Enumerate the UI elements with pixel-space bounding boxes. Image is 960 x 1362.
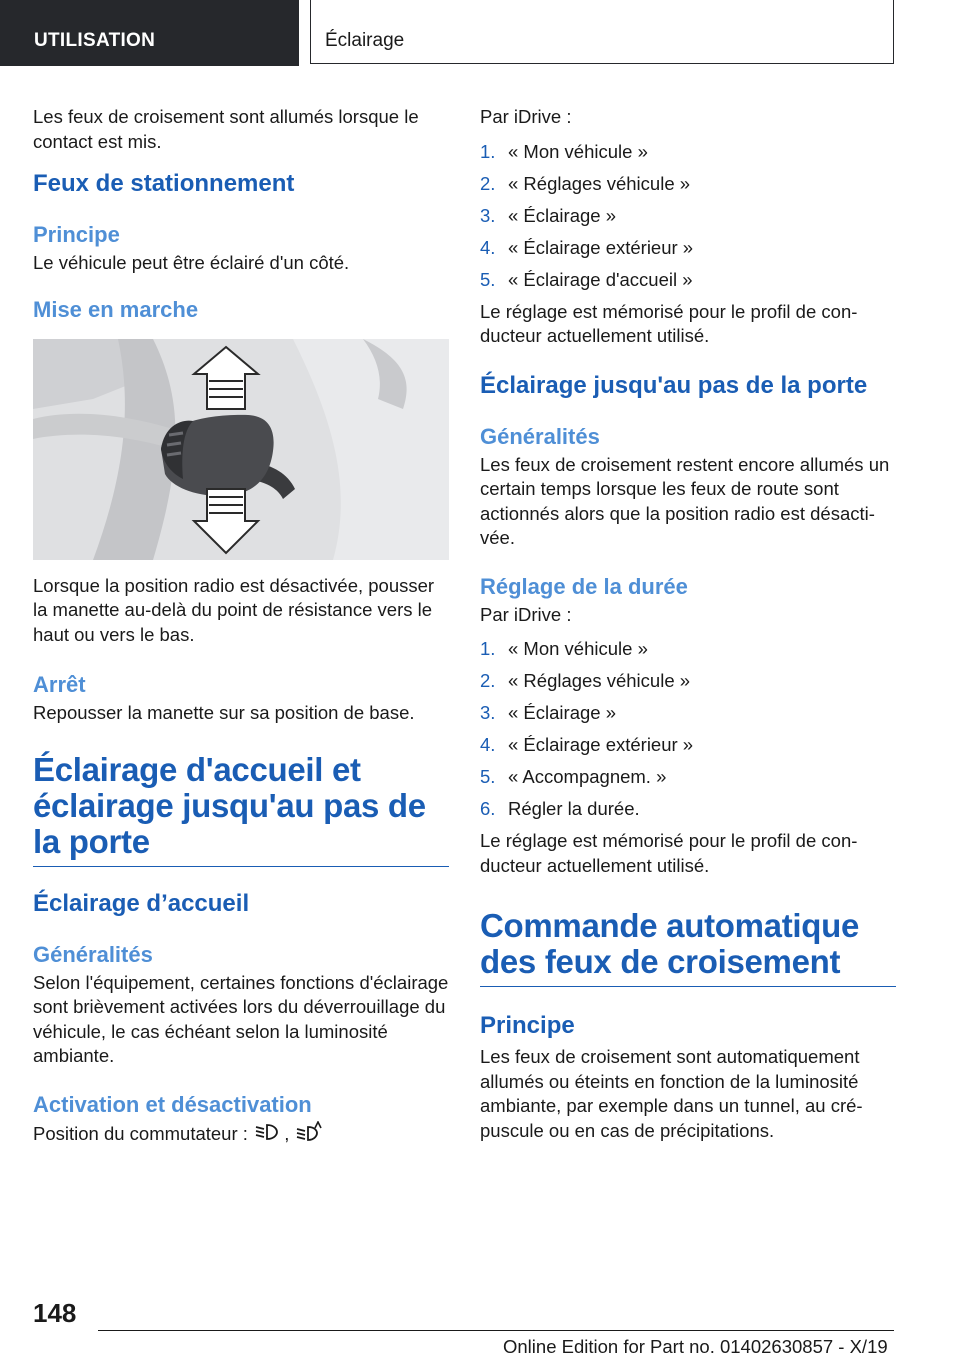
- heading-activation: Activation et désactivation: [33, 1091, 312, 1117]
- header-chapter-label: Éclairage: [325, 30, 405, 51]
- low-beam-icon: [253, 1122, 279, 1149]
- heading-generalites: Généralités: [33, 941, 153, 967]
- footer-edition: Online Edition for Part no. 01402630857 - X/19: [503, 1336, 888, 1357]
- list-item: 3. « Éclairage »: [480, 204, 616, 226]
- paragraph-intro: Les feux de croisement sont allumés lorsque le contact est mis.: [33, 106, 419, 152]
- heading-mise-en-marche: Mise en marche: [33, 296, 199, 322]
- paragraph-idrive-1: Par iDrive :: [480, 106, 572, 127]
- heading-eclairage-accueil: Éclairage d’accueil: [33, 889, 250, 917]
- stalk-illustration: [33, 339, 449, 560]
- steps-list-accueil: [480, 136, 896, 296]
- header-chapter-box: [310, 0, 894, 64]
- paragraph-memo-2: Le réglage est mémorisé pour le profil de conducteur actuellement utilisé.: [480, 830, 858, 876]
- steps-list-duree: [480, 633, 896, 825]
- list-item: 2. « Réglages véhicule »: [480, 670, 691, 691]
- heading-commande-automatique: Commande automatique des feux de croisement: [480, 908, 896, 987]
- heading-principe-2: Principe: [480, 1012, 575, 1039]
- heading-reglage-duree: Réglage de la durée: [480, 573, 688, 599]
- paragraph-mise-en-marche: Lorsque la position radio est désactivée, pousser la manette au-delà du point de résistance vers le haut ou vers le bas.: [33, 574, 435, 645]
- paragraph-activation: [33, 1121, 449, 1150]
- list-item: 5. « Éclairage d'accueil »: [480, 268, 693, 290]
- left-column: [33, 105, 449, 1149]
- header-section-label: UTILISATION: [34, 30, 156, 51]
- list-item: 1. « Mon véhicule »: [480, 638, 648, 659]
- footer-divider: [98, 1330, 894, 1331]
- heading-eclairage-accueil-main: Éclairage d'accueil et éclairage jusqu'au pas de la porte: [33, 752, 449, 867]
- paragraph-generalites-2: Les feux de croisement restent encore allumés un certain temps lorsque les feux de route sont actionnés alors que la position radio est désactivée.: [480, 453, 890, 548]
- right-column: [480, 105, 896, 1143]
- paragraph-idrive-2: Par iDrive :: [480, 603, 572, 625]
- heading-arret: Arrêt: [33, 672, 86, 697]
- list-item: 6. Régler la durée.: [480, 798, 640, 819]
- turn-signal-lever-image: [33, 339, 449, 560]
- heading-pas-de-porte: Éclairage jusqu'au pas de la porte: [480, 371, 868, 399]
- paragraph-principe: Le véhicule peut être éclairé d'un côté.: [33, 252, 350, 273]
- list-item: 1. « Mon véhicule »: [480, 140, 648, 162]
- list-item: 3. « Éclairage »: [480, 702, 616, 723]
- icon-separator: ,: [284, 1122, 290, 1144]
- paragraph-memo-1: Le réglage est mémorisé pour le profil de conducteur actuellement utilisé.: [480, 300, 858, 346]
- list-item: 4. « Éclairage extérieur »: [480, 734, 694, 755]
- paragraph-arret: Repousser la manette sur sa position de base.: [33, 702, 415, 723]
- header-section-tab: [0, 0, 299, 66]
- heading-generalites-2: Généralités: [480, 423, 600, 449]
- heading-principe: Principe: [33, 222, 120, 247]
- list-item: 5. « Accompagnem. »: [480, 766, 667, 787]
- paragraph-generalites: Selon l'équipement, certaines fonctions d'éclairage sont brièvement activées lors du déverrouillage du véhicule, le cas échéant selon la luminosité ambiante.: [33, 971, 449, 1066]
- activation-label: Position du commutateur :: [33, 1122, 248, 1144]
- paragraph-principe-2: Les feux de croisement sont automatiquement allumés ou éteints en fonction de la luminosité ambiante, par exemple dans un tunnel, au crépuscule ou en cas de précipitations.: [480, 1046, 863, 1141]
- auto-low-beam-icon: [294, 1121, 322, 1150]
- heading-feux-stationnement: Feux de stationnement: [33, 170, 295, 197]
- list-item: 4. « Éclairage extérieur »: [480, 236, 694, 258]
- list-item: 2. « Réglages véhicule »: [480, 172, 691, 194]
- page-number: 148: [33, 1298, 77, 1328]
